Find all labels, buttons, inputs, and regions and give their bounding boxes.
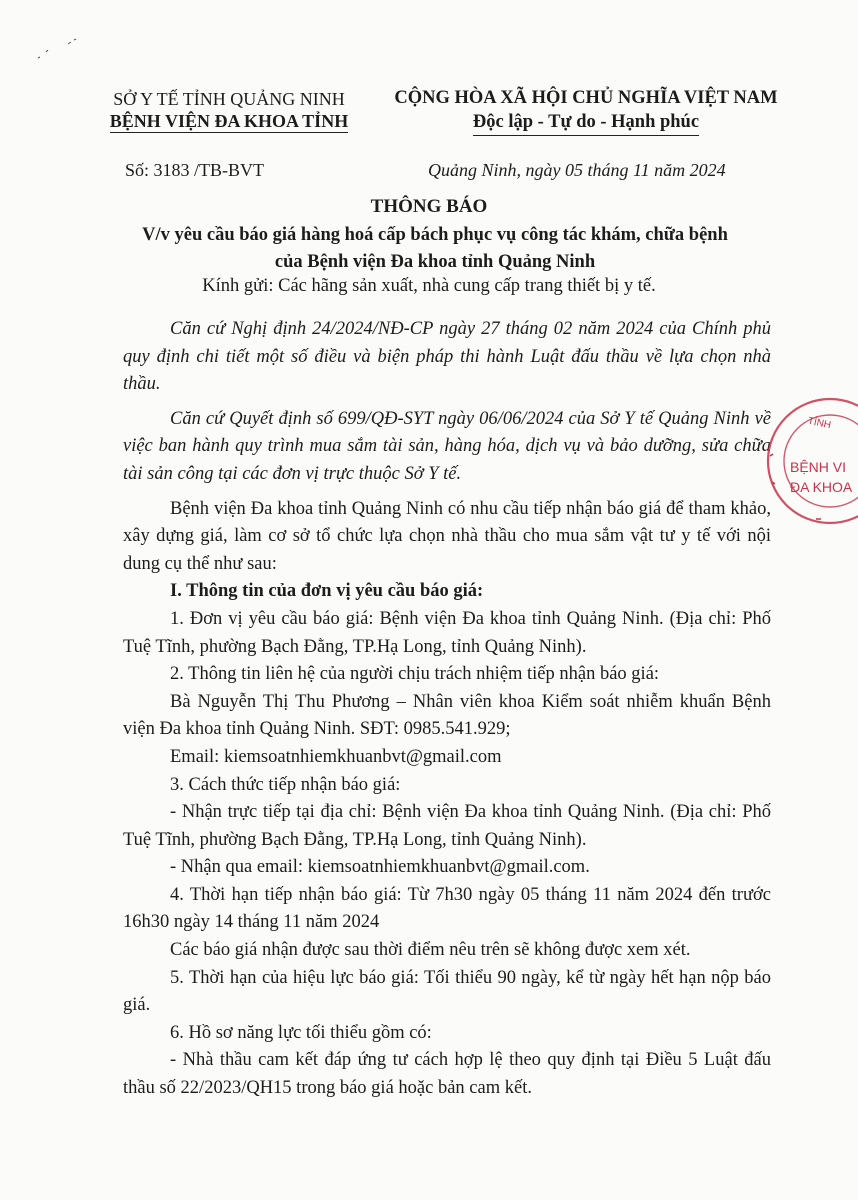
national-motto: Độc lập - Tự do - Hạnh phúc: [473, 110, 699, 136]
document-title: THÔNG BÁO: [370, 196, 488, 217]
item-5: 5. Thời hạn của hiệu lực báo giá: Tối thiểu 90 ngày, kể từ ngày hết hạn nộp báo giá.: [123, 967, 771, 1016]
stamp-ring-text: TỈNH: [806, 415, 832, 432]
issuer-department: SỞ Y TẾ TỈNH QUẢNG NINH: [113, 89, 345, 109]
hospital-seal-stamp: [760, 386, 858, 536]
document-subject: [110, 222, 760, 276]
document-date: Quảng Ninh, ngày 05 tháng 11 năm 2024: [428, 160, 726, 180]
section-heading-1: I. Thông tin của đơn vị yêu cầu báo giá:: [170, 581, 484, 602]
issuer-header: [104, 88, 354, 133]
item-2: 2. Thông tin liên hệ của người chịu trách nhiệm tiếp nhận báo giá:: [170, 664, 660, 685]
item-3-email: - Nhận qua email: kiemsoatnhiemkhuanbvt@gmail.com.: [170, 857, 590, 878]
recipient-line: Kính gửi: Các hãng sản xuất, nhà cung cấp trang thiết bị y tế.: [202, 276, 656, 296]
item-4-note: Các báo giá nhận được sau thời điểm nêu trên sẽ không được xem xét.: [170, 940, 691, 961]
item-6-a: - Nhà thầu cam kết đáp ứng tư cách hợp lệ theo quy định tại Điều 5 Luật đấu thầu số 22/2023/QH15 trong báo giá hoặc bản cam kết.: [123, 1050, 771, 1099]
national-header: [388, 86, 784, 136]
subject-line-1: V/v yêu cầu báo giá hàng hoá cấp bách phục vụ công tác khám, chữa bệnh: [142, 225, 728, 245]
stamp-line-1: BỆNH VI: [790, 459, 847, 475]
item-3-direct: - Nhận trực tiếp tại địa chỉ: Bệnh viện Đa khoa tỉnh Quảng Ninh. (Địa chỉ: Phố Tuệ Tĩnh, phường Bạch Đằng, TP.Hạ Long, tỉnh Quảng Ninh).: [123, 802, 771, 850]
item-3: 3. Cách thức tiếp nhận báo giá:: [170, 774, 401, 795]
legal-basis-2: Căn cứ Quyết định số 699/QĐ-SYT ngày 06/06/2024 của Sở Y tế Quảng Ninh về việc ban hành quy trình mua sắm tài sản, hàng hóa, dịch vụ và bảo dưỡng, sửa chữa tài sản công tại các đơn vị trực thuộc Sở Y tế.: [123, 408, 771, 484]
legal-basis-1: Căn cứ Nghị định 24/2024/NĐ-CP ngày 27 tháng 02 năm 2024 của Chính phủ quy định chi tiết một số điều và biện pháp thi hành Luật đấu thầu về lựa chọn nhà thầu.: [123, 319, 771, 395]
item-2-email: Email: kiemsoatnhiemkhuanbvt@gmail.com: [170, 746, 502, 767]
item-1: 1. Đơn vị yêu cầu báo giá: Bệnh viện Đa khoa tỉnh Quảng Ninh. (Địa chỉ: Phố Tuệ Tĩnh, phường Bạch Đằng, TP.Hạ Long, tỉnh Quảng Ninh).: [123, 608, 771, 657]
item-4: 4. Thời hạn tiếp nhận báo giá: Từ 7h30 ngày 05 tháng 11 năm 2024 đến trước 16h30 ngày 14 tháng 11 năm 2024: [123, 884, 771, 933]
item-6: 6. Hồ sơ năng lực tối thiểu gồm có:: [170, 1022, 432, 1043]
subject-line-2: của Bệnh viện Đa khoa tỉnh Quảng Ninh: [274, 252, 596, 272]
issuer-hospital: BỆNH VIỆN ĐA KHOA TỈNH: [109, 111, 349, 131]
national-name: CỘNG HÒA XÃ HỘI CHỦ NGHĨA VIỆT NAM: [394, 88, 778, 108]
document-body: [123, 316, 771, 1103]
scan-speck-marks: [30, 30, 90, 70]
stamp-line-2: ĐA KHOA: [790, 479, 853, 495]
intro-paragraph: Bệnh viện Đa khoa tỉnh Quảng Ninh có nhu cầu tiếp nhận báo giá để tham khảo, xây dựng giá, làm cơ sở tổ chức lựa chọn nhà thầu cho mua sắm vật tư y tế với nội dung cụ thể như sau:: [123, 498, 771, 574]
document-number: Số: 3183 /TB-BVT: [125, 160, 265, 180]
item-2-contact: Bà Nguyễn Thị Thu Phương – Nhân viên khoa Kiểm soát nhiễm khuẩn Bệnh viện Đa khoa tỉnh Quảng Ninh. SĐT: 0985.541.929;: [123, 691, 771, 740]
